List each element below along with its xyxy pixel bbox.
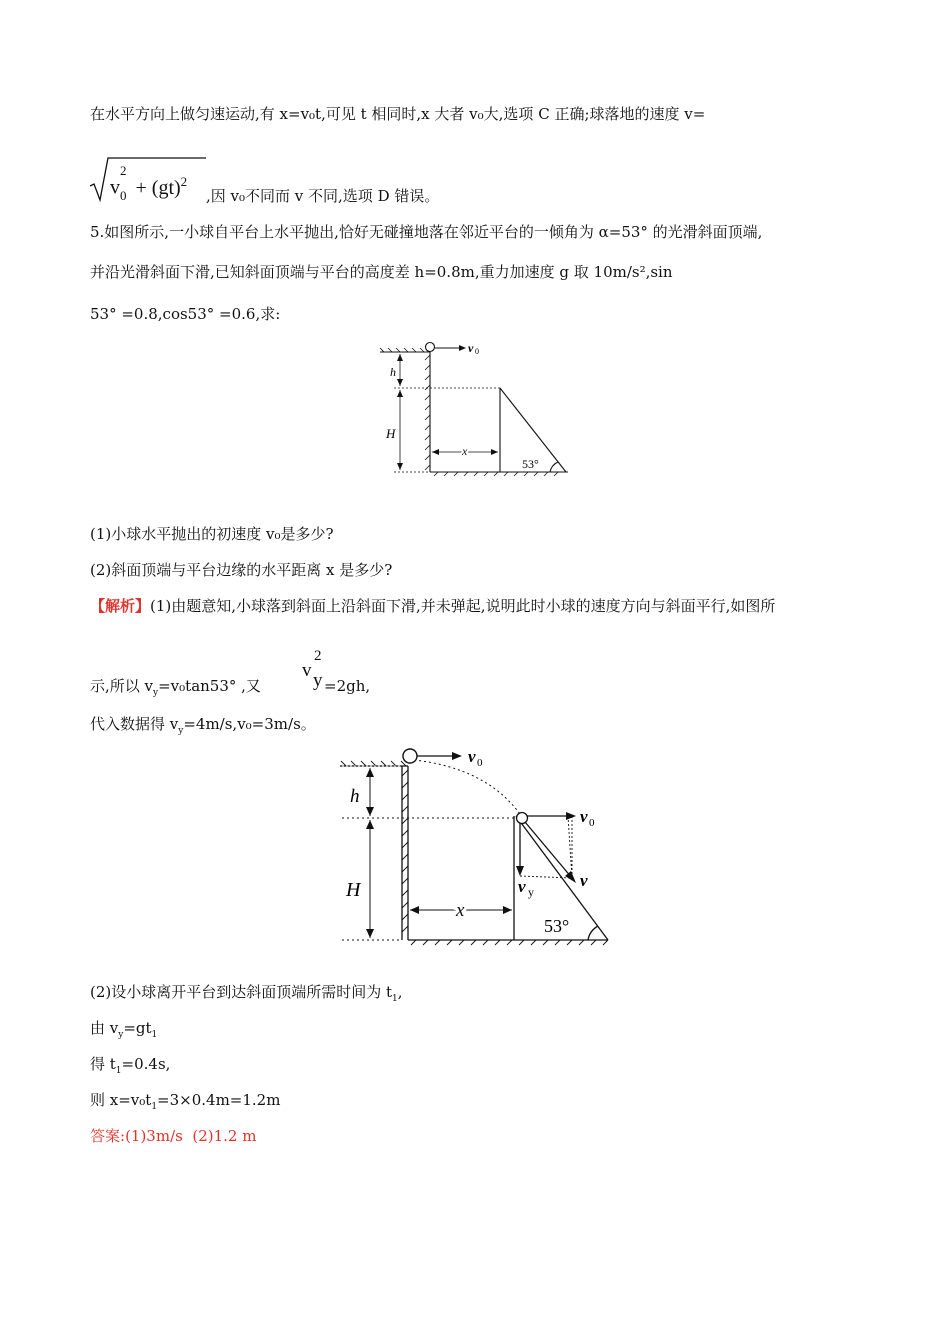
label-v0-sub: 0 (475, 347, 479, 356)
paragraph-text: 在水平方向上做匀速运动,有 x=v₀t,可见 t 相同时,x 大者 v₀大,选项 C 正确;球落地的速度 v= (90, 105, 706, 123)
text-line (90, 304, 280, 324)
label-H: H (386, 426, 396, 441)
label-h: h (350, 786, 360, 807)
label-v0-right-sub: 0 (589, 817, 595, 829)
text-line (90, 560, 392, 580)
subscript: y (118, 1030, 124, 1040)
question-text: 53° =0.8,cos53° =0.6,求: (90, 305, 281, 323)
label-v0-right: v (580, 807, 588, 826)
solution-text: , (397, 983, 403, 1001)
text-line (90, 262, 673, 282)
subscript: y (178, 726, 184, 736)
subquestion-2: (2)斜面顶端与平台边缘的水平距离 x 是多少? (90, 561, 393, 579)
analysis-text: =4m/s,v₀=3m/s。 (183, 715, 316, 733)
subscript: y (153, 688, 159, 698)
analysis-text: =2gh, (324, 677, 371, 695)
question-text: 并沿光滑斜面下滑,已知斜面顶端与平台的高度差 h=0.8m,重力加速度 g 取 10m/s²,sin (90, 263, 673, 281)
text-line (90, 1018, 157, 1045)
text-line (90, 982, 403, 1009)
text-line (90, 524, 334, 544)
label-v0-top-sub: 0 (477, 757, 483, 769)
label-h: h (390, 365, 396, 379)
label-x: x (456, 900, 465, 921)
ball-landing (517, 813, 528, 824)
label-v: v (580, 871, 588, 890)
text-line (90, 596, 775, 616)
label-angle: 53° (522, 457, 539, 471)
subscript: 1 (115, 1066, 122, 1076)
analysis-text: 示,所以 v (90, 677, 154, 695)
solution-text: =3×0.4m=1.2m (157, 1091, 281, 1109)
text-line (90, 1054, 170, 1081)
solution-text: 由 v (90, 1019, 119, 1037)
text-line (206, 186, 439, 206)
label-v0: v (468, 341, 474, 355)
formula-sub: 0 (120, 187, 127, 203)
solution-text: 得 t (90, 1055, 116, 1073)
formula-v: v (302, 660, 312, 681)
formula-plus: + (gt) (135, 176, 181, 199)
subquestion-1: (1)小球水平抛出的初速度 v₀是多少? (90, 525, 334, 543)
figure-solution (336, 744, 620, 948)
solution-text: (2)设小球离开平台到达斜面顶端所需时间为 t (90, 983, 393, 1001)
label-x: x (462, 444, 468, 458)
ball (426, 343, 435, 352)
figure-problem (374, 336, 574, 482)
formula-sup: 2 (314, 648, 322, 664)
analysis-text: 代入数据得 v (90, 715, 179, 733)
label-angle: 53° (544, 916, 570, 936)
formula-sup: 2 (120, 162, 127, 178)
label-vy-sub: y (528, 885, 534, 899)
formula-v: v (110, 176, 120, 199)
text-line (90, 104, 705, 124)
analysis-text: =v₀tan53° ,又 (158, 677, 261, 695)
label-H: H (346, 879, 361, 901)
answer-value: (1)3m/s (2)1.2 m (125, 1127, 257, 1145)
label-vy: v (518, 877, 526, 896)
label-v0-top: v (468, 747, 476, 766)
text-line (90, 222, 762, 242)
text-line (324, 676, 370, 696)
answer-line (90, 1126, 256, 1146)
subscript: 1 (151, 1030, 158, 1040)
subscript: 1 (151, 1102, 158, 1112)
text-line (90, 676, 261, 703)
subscript: 1 (392, 994, 398, 1004)
paragraph-text: ,因 v₀不同而 v 不同,选项 D 错误。 (206, 187, 440, 205)
analysis-text: (1)由题意知,小球落到斜面上沿斜面下滑,并未弹起,说明此时小球的速度方向与斜面平行,如图所 (150, 597, 776, 615)
text-line (90, 714, 316, 741)
formula-y: y (313, 670, 323, 691)
ball-start (403, 749, 417, 763)
solution-text: =0.4s, (121, 1055, 171, 1073)
formula-sup2: 2 (180, 174, 188, 189)
analysis-tag: 【解析】 (90, 597, 151, 615)
solution-text: 则 x=v₀t (90, 1091, 152, 1109)
sqrt-formula (88, 156, 208, 202)
question-text: 5.如图所示,一小球自平台上水平抛出,恰好无碰撞地落在邻近平台的一倾角为 α=53° 的光滑斜面顶端, (90, 223, 763, 241)
solution-text: =gt (123, 1019, 152, 1037)
answer-label: 答案: (90, 1127, 126, 1145)
text-line (90, 1090, 280, 1117)
